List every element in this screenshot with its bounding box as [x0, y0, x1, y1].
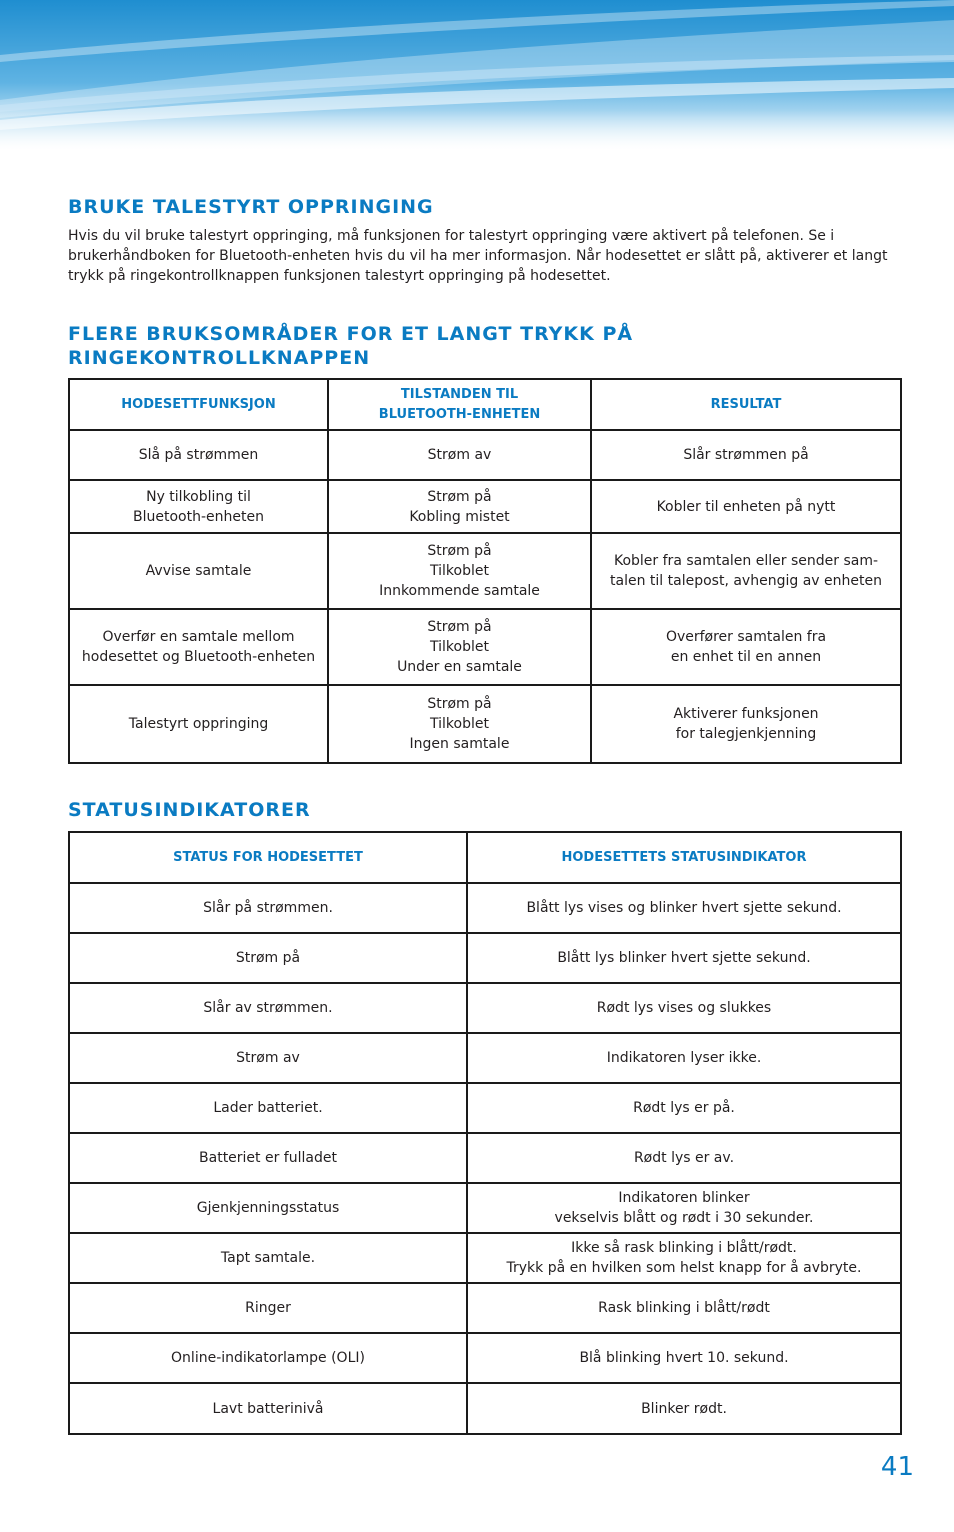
voice-dial-paragraph: Hvis du vil bruke talestyrt oppringing, må funksjonen for talestyrt oppringing være aktivert på telefonen. Se i brukerhåndboken for Bluetooth-enheten hvis du vil ha mer informasjon. Når hodesettet er slått på, aktiverer et langt trykk på ringekontrollknappen funksjonen talestyrt oppringing på hodesettet. — [68, 228, 888, 284]
column-header: HODESETTFUNKSJON — [69, 379, 328, 430]
table-cell: Strøm på — [69, 933, 467, 983]
table-cell: Ny tilkobling til Bluetooth-enheten — [69, 480, 328, 533]
table-cell: Strøm på Kobling mistet — [328, 480, 591, 533]
table-row — [69, 1283, 901, 1333]
table-cell: Strøm av — [328, 430, 591, 480]
table-cell: Strøm på Tilkoblet Innkommende samtale — [328, 533, 591, 609]
table-cell: Blått lys blinker hvert sjette sekund. — [467, 933, 901, 983]
status-heading: STATUSINDIKATORER — [68, 799, 311, 821]
table-cell: Avvise samtale — [69, 533, 328, 609]
table-cell: Blinker rødt. — [467, 1383, 901, 1434]
table-cell: Tapt samtale. — [69, 1233, 467, 1283]
table-row — [69, 1233, 901, 1283]
table-cell: Aktiverer funksjonen for talegjenkjenning — [591, 685, 901, 763]
table-cell: Kobler til enheten på nytt — [591, 480, 901, 533]
table-cell: Lavt batterinivå — [69, 1383, 467, 1434]
table-cell: Slår strømmen på — [591, 430, 901, 480]
table-cell: Rødt lys er på. — [467, 1083, 901, 1133]
table-cell: Rødt lys er av. — [467, 1133, 901, 1183]
table-row — [69, 933, 901, 983]
table-row — [69, 1183, 901, 1233]
page-number: 41 — [880, 1452, 914, 1482]
table-row — [69, 1333, 901, 1383]
table-cell: Lader batteriet. — [69, 1083, 467, 1133]
table-row — [69, 1383, 901, 1434]
table-cell: Slår på strømmen. — [69, 883, 467, 933]
header-wave-banner — [0, 0, 954, 160]
table-cell: Batteriet er fulladet — [69, 1133, 467, 1183]
table-cell: Blått lys vises og blinker hvert sjette sekund. — [467, 883, 901, 933]
long-press-heading: FLERE BRUKSOMRÅDER FOR ET LANGT TRYKK PÅ RINGEKONTROLLKNAPPEN — [68, 323, 634, 369]
table-row — [69, 533, 901, 609]
table-row — [69, 685, 901, 763]
table-row — [69, 1033, 901, 1083]
table-row — [69, 983, 901, 1033]
long-press-table — [68, 378, 902, 764]
table-cell: Online-indikatorlampe (OLI) — [69, 1333, 467, 1383]
table-cell: Strøm på Tilkoblet Ingen samtale — [328, 685, 591, 763]
table-cell: Rask blinking i blått/rødt — [467, 1283, 901, 1333]
table-cell: Rødt lys vises og slukkes — [467, 983, 901, 1033]
table-row — [69, 883, 901, 933]
table-cell: Overfør en samtale mellom hodesettet og Bluetooth-enheten — [69, 609, 328, 685]
table-row — [69, 609, 901, 685]
table-cell: Strøm på Tilkoblet Under en samtale — [328, 609, 591, 685]
table-header-row — [69, 379, 901, 430]
table-row — [69, 480, 901, 533]
table-cell: Strøm av — [69, 1033, 467, 1083]
table-row — [69, 1133, 901, 1183]
table-cell: Kobler fra samtalen eller sender sam- talen til talepost, avhengig av enheten — [591, 533, 901, 609]
table-cell: Talestyrt oppringing — [69, 685, 328, 763]
column-header: RESULTAT — [591, 379, 901, 430]
table-cell: Blå blinking hvert 10. sekund. — [467, 1333, 901, 1383]
table-cell: Overfører samtalen fra en enhet til en annen — [591, 609, 901, 685]
column-header: STATUS FOR HODESETTET — [69, 832, 467, 883]
table-row — [69, 1083, 901, 1133]
table-cell: Slår av strømmen. — [69, 983, 467, 1033]
column-header: TILSTANDEN TIL BLUETOOTH-ENHETEN — [328, 379, 591, 430]
table-cell: Ringer — [69, 1283, 467, 1333]
table-row — [69, 430, 901, 480]
column-header: HODESETTETS STATUSINDIKATOR — [467, 832, 901, 883]
table-cell: Gjenkjenningsstatus — [69, 1183, 467, 1233]
table-cell: Ikke så rask blinking i blått/rødt. Trykk på en hvilken som helst knapp for å avbryte. — [467, 1233, 901, 1283]
table-cell: Indikatoren blinker vekselvis blått og rødt i 30 sekunder. — [467, 1183, 901, 1233]
voice-dial-heading: BRUKE TALESTYRT OPPRINGING — [68, 196, 434, 218]
table-header-row — [69, 832, 901, 883]
table-cell: Slå på strømmen — [69, 430, 328, 480]
table-cell: Indikatoren lyser ikke. — [467, 1033, 901, 1083]
status-table — [68, 831, 902, 1435]
